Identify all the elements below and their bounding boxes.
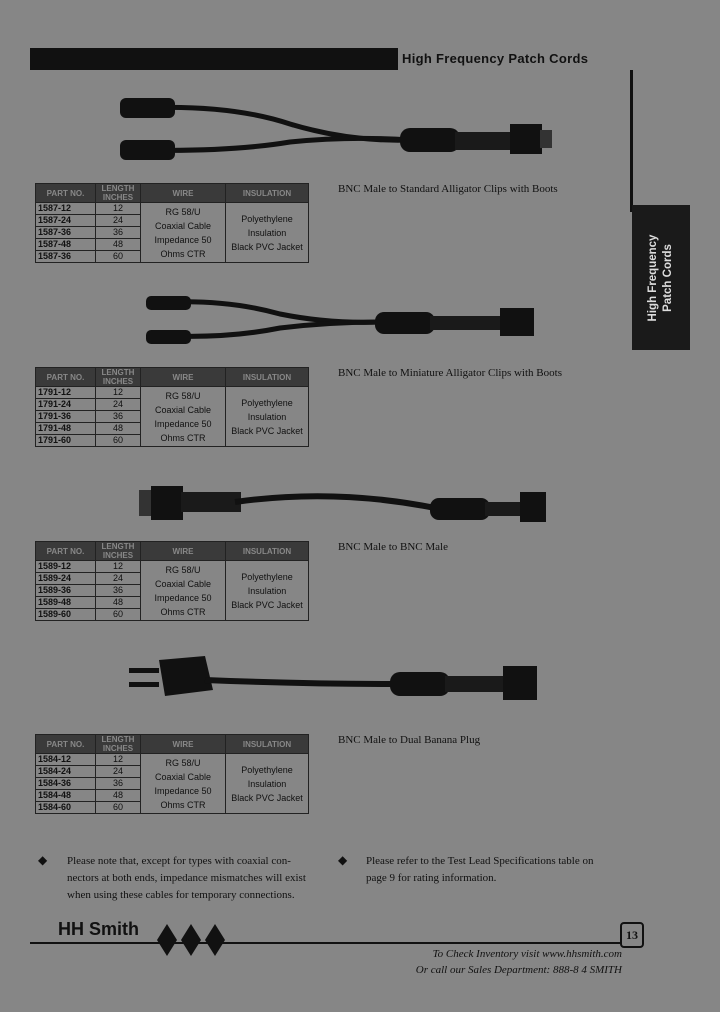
cable-illustration-4 xyxy=(125,650,555,715)
header-part: PART NO. xyxy=(36,368,96,387)
brand-logo: HH Smith xyxy=(58,919,139,939)
product-description-2: BNC Male to Miniature Alligator Clips with Boots xyxy=(338,367,562,379)
insulation-spec: Polyethylene Insulation Black PVC Jacket xyxy=(226,754,309,814)
spec-table-4 xyxy=(35,734,309,814)
header-insulation: INSULATION xyxy=(226,542,309,561)
table-row: 1587-36 36 xyxy=(36,227,309,239)
wire-spec: RG 58/U Coaxial Cable Impedance 50 Ohms CTR xyxy=(141,203,226,263)
table-row: 1791-48 48 xyxy=(36,423,309,435)
table-row: 1587-12 12 RG 58/U Coaxial Cable Impedance 50 Ohms CTR Polyethylene Insulation Black PVC Jacket xyxy=(36,203,309,215)
table-row: 1584-48 48 xyxy=(36,790,309,802)
table-row: 1791-60 60 xyxy=(36,435,309,447)
note-bullet-left-icon: ◆ xyxy=(38,853,48,867)
header-insulation: INSULATION xyxy=(226,735,309,754)
table-row: 1791-12 12 RG 58/U Coaxial Cable Impedance 50 Ohms CTR Polyethylene Insulation Black PVC Jacket xyxy=(36,387,309,399)
header-vertical-rule xyxy=(630,70,633,212)
table-row: 1791-24 24 xyxy=(36,399,309,411)
side-tab-line2: Patch Cords xyxy=(662,243,674,312)
table-row: 1589-36 36 xyxy=(36,585,309,597)
brand-diamonds-icon xyxy=(155,922,230,960)
page-title: High Frequency Patch Cords xyxy=(398,48,642,70)
table-row: 1584-12 12 RG 58/U Coaxial Cable Impedance 50 Ohms CTR Polyethylene Insulation Black PVC Jacket xyxy=(36,754,309,766)
insulation-spec: Polyethylene Insulation Black PVC Jacket xyxy=(226,203,309,263)
table-row: 1589-12 12 RG 58/U Coaxial Cable Impedance 50 Ohms CTR Polyethylene Insulation Black PVC Jacket xyxy=(36,561,309,573)
insulation-spec: Polyethylene Insulation Black PVC Jacket xyxy=(226,387,309,447)
header-wire: WIRE xyxy=(141,542,226,561)
table-row: 1589-48 48 xyxy=(36,597,309,609)
header-wire: WIRE xyxy=(141,184,226,203)
spec-table-1 xyxy=(35,183,309,263)
note-right: Please refer to the Test Lead Specifications table on page 9 for rating information. xyxy=(366,855,594,884)
product-description-3: BNC Male to BNC Male xyxy=(338,541,448,553)
header-part: PART NO. xyxy=(36,735,96,754)
table-row: 1587-48 48 xyxy=(36,239,309,251)
page-number: 13 xyxy=(620,922,644,948)
spec-table-3 xyxy=(35,541,309,621)
table-row: 1791-36 36 xyxy=(36,411,309,423)
cable-illustration-1 xyxy=(110,90,560,175)
product-description-1: BNC Male to Standard Alligator Clips with Boots xyxy=(338,183,558,195)
header-wire: WIRE xyxy=(141,735,226,754)
footer-rule xyxy=(30,942,635,944)
section-side-tab xyxy=(632,205,690,350)
table-row: 1584-24 24 xyxy=(36,766,309,778)
header-part: PART NO. xyxy=(36,542,96,561)
wire-spec: RG 58/U Coaxial Cable Impedance 50 Ohms CTR xyxy=(141,754,226,814)
table-row: 1587-24 24 xyxy=(36,215,309,227)
header-wire: WIRE xyxy=(141,368,226,387)
side-tab-line1: High Frequency xyxy=(647,234,659,321)
header-part: PART NO. xyxy=(36,184,96,203)
footer-inventory-line: To Check Inventory visit www.hhsmith.com xyxy=(432,948,622,960)
table-row: 1584-60 60 xyxy=(36,802,309,814)
table-row: 1589-24 24 xyxy=(36,573,309,585)
spec-table-2 xyxy=(35,367,309,447)
insulation-spec: Polyethylene Insulation Black PVC Jacket xyxy=(226,561,309,621)
footer-sales-line: Or call our Sales Department: 888-8 4 SMITH xyxy=(415,964,622,976)
table-row: 1584-36 36 xyxy=(36,778,309,790)
header-length: LENGTH INCHES xyxy=(96,368,141,387)
note-left: Please note that, except for types with coaxial con- nectors at both ends, impedance mismatches will exist when using these cables for temporary connections. xyxy=(67,855,306,901)
note-bullet-right-icon: ◆ xyxy=(338,853,348,867)
header-length: LENGTH INCHES xyxy=(96,735,141,754)
header-insulation: INSULATION xyxy=(226,368,309,387)
table-row: 1589-60 60 xyxy=(36,609,309,621)
header-insulation: INSULATION xyxy=(226,184,309,203)
wire-spec: RG 58/U Coaxial Cable Impedance 50 Ohms CTR xyxy=(141,561,226,621)
header-length: LENGTH INCHES xyxy=(96,542,141,561)
product-description-4: BNC Male to Dual Banana Plug xyxy=(338,734,481,746)
wire-spec: RG 58/U Coaxial Cable Impedance 50 Ohms CTR xyxy=(141,387,226,447)
cable-illustration-2 xyxy=(140,290,550,350)
table-row: 1587-36 60 xyxy=(36,251,309,263)
cable-illustration-3 xyxy=(135,478,555,533)
header-length: LENGTH INCHES xyxy=(96,184,141,203)
